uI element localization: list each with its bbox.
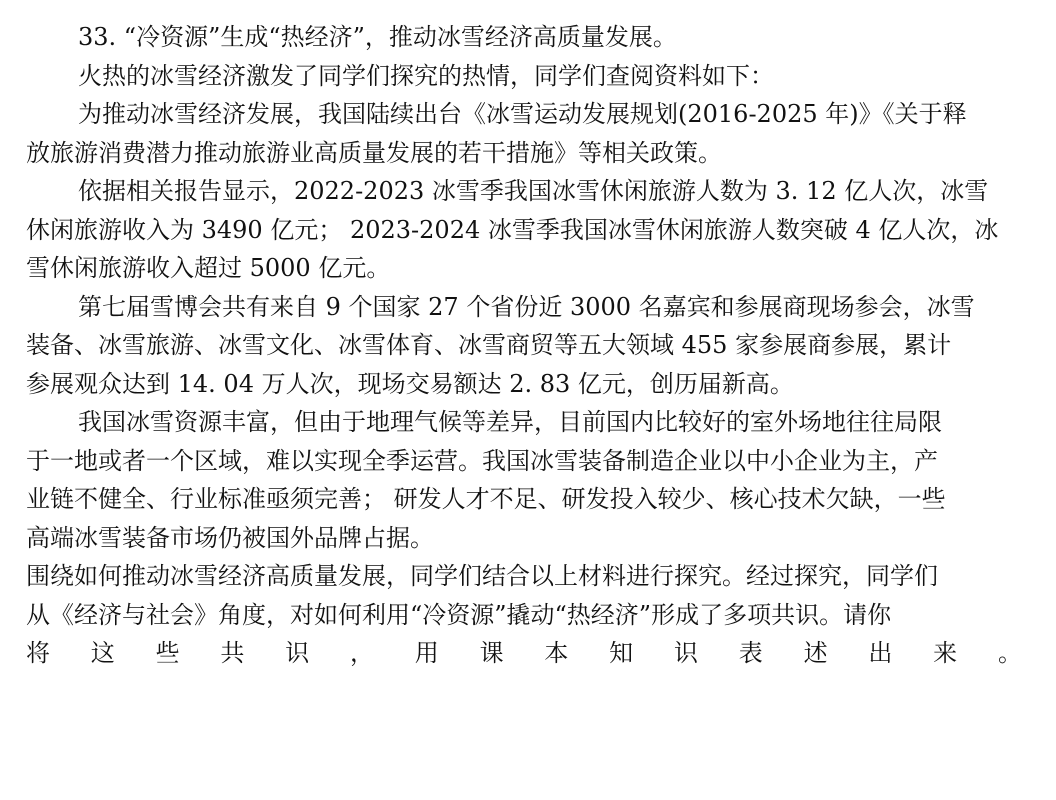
material-1-line-2: 放旅游消费潜力推动旅游业高质量发展的若干措施》等相关政策。 <box>26 138 722 167</box>
material-4-line-4: 高端冰雪装备市场仍被国外品牌占据。 <box>26 523 434 552</box>
task-char: 本 <box>544 639 569 667</box>
task-char: 来 <box>933 639 958 667</box>
task-char: 述 <box>803 639 828 667</box>
task-char: 出 <box>868 639 893 667</box>
material-4-line-1: 我国冰雪资源丰富，但由于地理气候等差异，目前国内比较好的室外场地往往局限 <box>78 408 942 436</box>
task-char: 表 <box>738 639 763 667</box>
task-char: 共 <box>220 639 245 667</box>
task-char: 这 <box>90 639 115 667</box>
task-line-2: 从《经济与社会》角度，对如何利用“冷资源”撬动“热经济”形成了多项共识。请你 <box>26 600 892 629</box>
intro-text: 火热的冰雪经济激发了同学们探究的热情，同学们查阅资料如下： <box>78 61 774 90</box>
material-2-line-2: 休闲旅游收入为 3490 亿元； 2023-2024 冰雪季我国冰雪休闲旅游人数突破 4 亿人次，冰 <box>26 215 999 244</box>
material-4-line-2: 于一地或者一个区域，难以实现全季运营。我国冰雪装备制造企业以中小企业为主，产 <box>26 446 938 475</box>
question-title: 33. “冷资源”生成“热经济”，推动冰雪经济高质量发展。 <box>78 23 677 51</box>
material-2-line-1: 依据相关报告显示，2022-2023 冰雪季我国冰雪休闲旅游人数为 3. 12 亿人次，冰雪 <box>78 177 989 205</box>
task-char: 识 <box>285 639 310 667</box>
task-char: 知 <box>609 639 634 667</box>
task-char: 识 <box>673 639 698 667</box>
material-4-line-3: 业链不健全、行业标准亟须完善； 研发人才不足、研发投入较少、核心技术欠缺，一些 <box>26 485 946 513</box>
material-1-line-1: 为推动冰雪经济发展，我国陆续出台《冰雪运动发展规划(2016-2025 年)》《关于释 <box>78 100 967 128</box>
task-char: 些 <box>155 639 180 667</box>
question-document <box>26 18 1026 673</box>
task-char: 。 <box>997 639 1022 667</box>
material-3-line-2: 装备、冰雪旅游、冰雪文化、冰雪体育、冰雪商贸等五大领域 455 家参展商参展，累计 <box>26 331 952 359</box>
material-3-line-1: 第七届雪博会共有来自 9 个国家 27 个省份近 3000 名嘉宾和参展商现场参会，冰雪 <box>78 292 975 321</box>
task-char: 用 <box>414 639 439 667</box>
task-line-1: 围绕如何推动冰雪经济高质量发展，同学们结合以上材料进行探究。经过探究，同学们 <box>26 562 938 590</box>
material-2-line-3: 雪休闲旅游收入超过 5000 亿元。 <box>26 254 391 282</box>
task-char: 将 <box>26 639 50 667</box>
task-line-3 <box>26 634 1022 673</box>
task-char: 课 <box>479 639 504 667</box>
task-char: ， <box>349 639 374 667</box>
material-3-line-3: 参展观众达到 14. 04 万人次，现场交易额达 2. 83 亿元，创历届新高。 <box>26 369 794 398</box>
